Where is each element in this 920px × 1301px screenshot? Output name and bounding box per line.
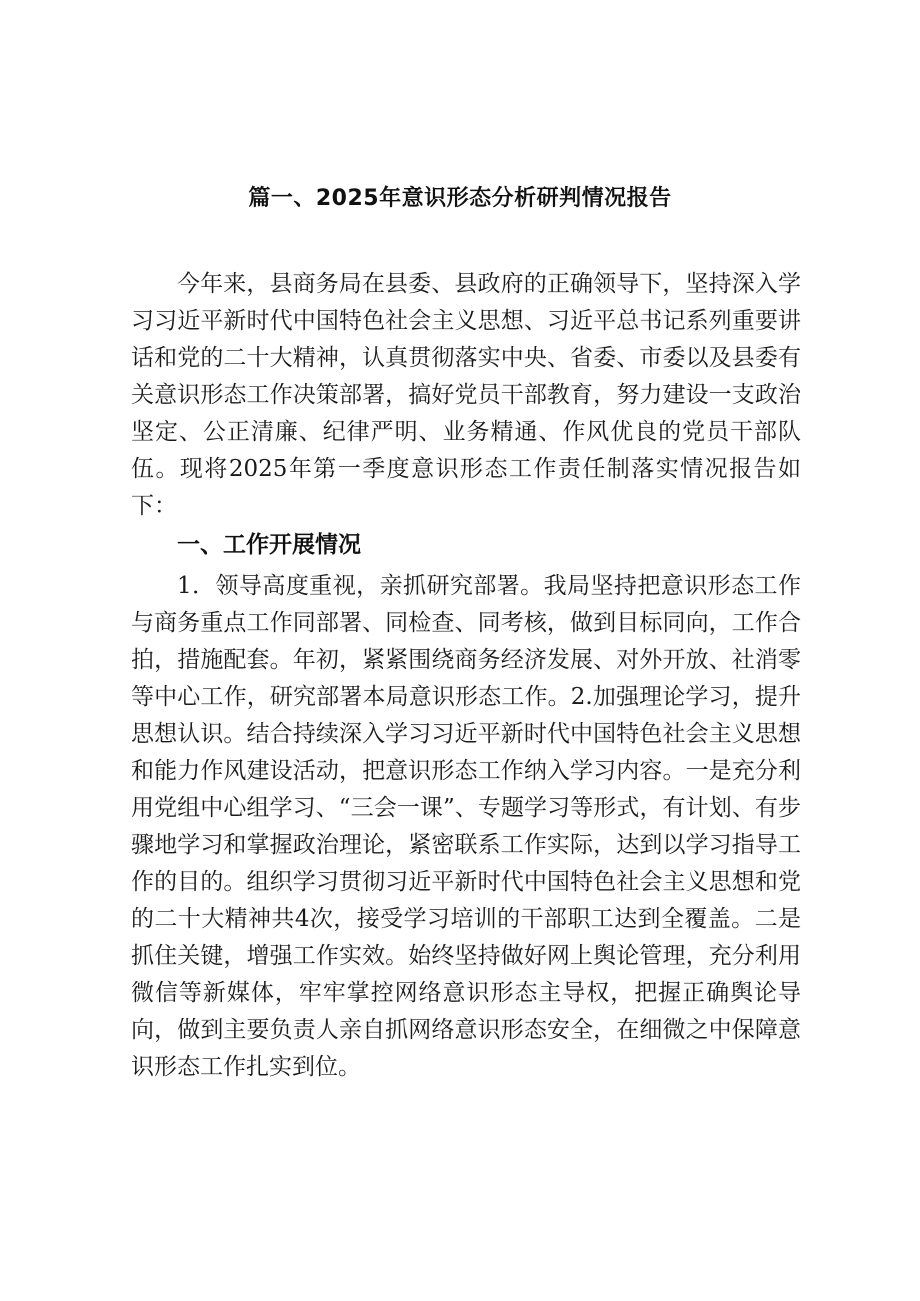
intro-paragraph: 今年来，县商务局在县委、县政府的正确领导下，坚持深入学习习近平新时代中国特色社会主义思想、习近平总书记系列重要讲话和党的二十大精神，认真贯彻落实中央、省委、市委以及县委有关意识形态工作决策部署，搞好党员干部教育，努力建设一支政治坚定、公正清廉、纪律严明、业务精通、作风优良的党员干部队伍。现将2025年第一季度意识形态工作责任制落实情况报告如下： xyxy=(131,271,801,519)
section-paragraph-work-progress: 1．领导高度重视，亲抓研究部署。我局坚持把意识形态工作与商务重点工作同部署、同检查、同考核，做到目标同向，工作合拍，措施配套。年初，紧紧围绕商务经济发展、对外开放、社消零等中心工作，研究部署本局意识形态工作。2.加强理论学习，提升思想认识。结合持续深入学习习近平新时代中国特色社会主义思想和能力作风建设活动，把意识形态工作纳入学习内容。一是充分利用党组中心组学习、“三会一课”、专题学习等形式，有计划、有步骤地学习和掌握政治理论，紧密联系工作实际，达到以学习指导工作的目的。组织学习贯彻习近平新时代中国特色社会主义思想和党的二十大精神共4次，接受学习培训的干部职工达到全覆盖。二是抓住关键，增强工作实效。始终坚持做好网上舆论管理，充分利用微信等新媒体，牢牢掌控网络意识形态主导权，把握正确舆论导向，做到主要负责人亲自抓网络意识形态安全，在细微之中保障意识形态工作扎实到位。 xyxy=(131,573,801,1080)
document-title: 篇一、2025年意识形态分析研判情况报告 xyxy=(248,185,672,211)
section-heading-work-progress: 一、工作开展情况 xyxy=(177,532,361,558)
